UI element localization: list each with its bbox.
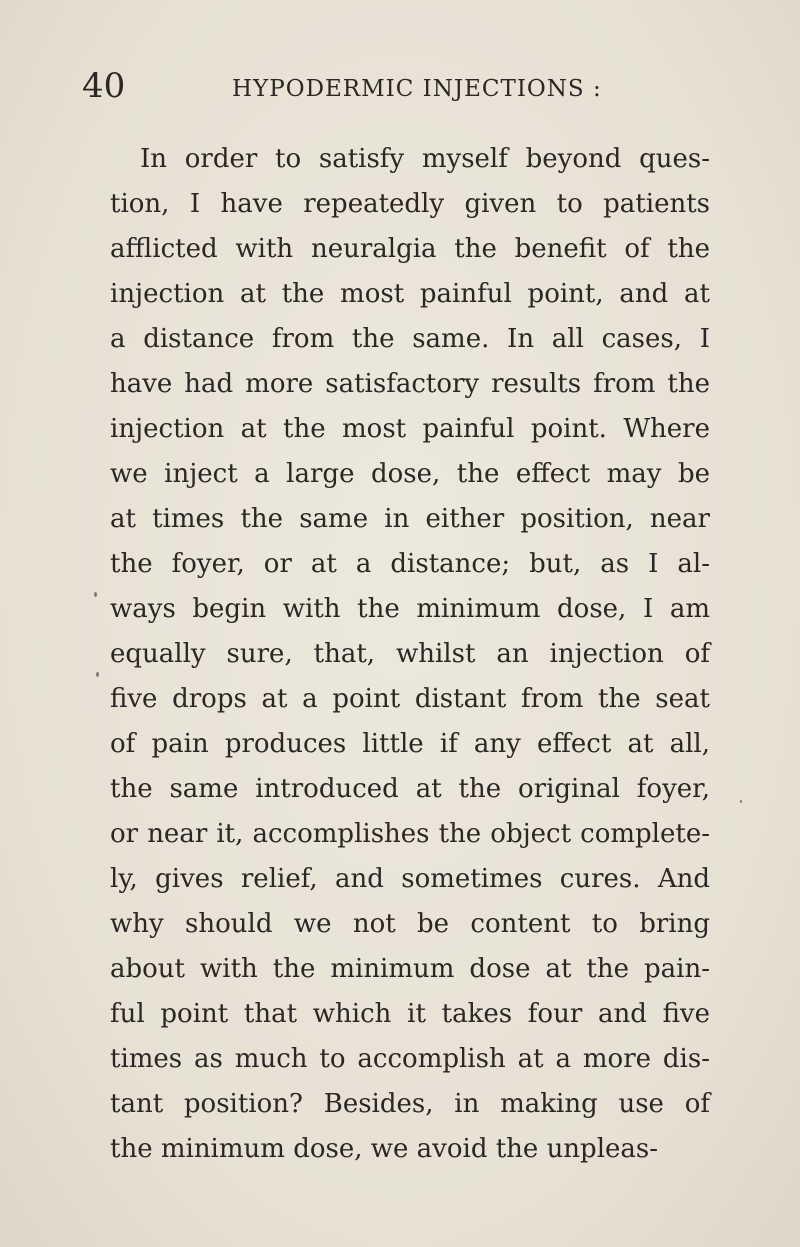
text-line: ways begin with the minimum dose, I am — [110, 594, 710, 624]
text-line: five drops at a point distant from the seat — [110, 684, 710, 714]
text-line: equally sure, that, whilst an injection of — [110, 639, 710, 669]
page-number: 40 — [82, 66, 126, 106]
text-line: ful point that which it takes four and five — [110, 999, 710, 1029]
text-line: In order to satisfy myself beyond ques- — [140, 144, 710, 174]
body-paragraph — [110, 137, 710, 1172]
text-line: injection at the most painful point. Where — [110, 414, 710, 444]
text-line: the foyer, or at a distance; but, as I al- — [110, 549, 710, 579]
text-line: the same introduced at the original foyer, — [110, 774, 710, 804]
paper-speck — [740, 800, 742, 803]
text-line: injection at the most painful point, and at — [110, 279, 710, 309]
paper-speck — [94, 592, 97, 597]
text-line: tant position? Besides, in making use of — [110, 1089, 710, 1119]
running-title: HYPODERMIC INJECTIONS : — [232, 76, 602, 102]
running-head — [82, 68, 642, 108]
paper-speck — [96, 672, 99, 677]
text-line: or near it, accomplishes the object complete- — [110, 819, 710, 849]
text-line: about with the minimum dose at the pain- — [110, 954, 710, 984]
text-line: a distance from the same. In all cases, I — [110, 324, 710, 354]
text-line: we inject a large dose, the effect may be — [110, 459, 710, 489]
text-line: afflicted with neuralgia the benefit of the — [110, 234, 710, 264]
text-line: of pain produces little if any effect at all, — [110, 729, 710, 759]
text-line: times as much to accomplish at a more dis- — [110, 1044, 710, 1074]
text-line: ly, gives relief, and sometimes cures. And — [110, 864, 710, 894]
text-line: at times the same in either position, near — [110, 504, 710, 534]
text-line: have had more satisfactory results from the — [110, 369, 710, 399]
text-line: tion, I have repeatedly given to patients — [110, 189, 710, 219]
text-line: why should we not be content to bring — [110, 909, 710, 939]
text-line: the minimum dose, we avoid the unpleas- — [110, 1134, 659, 1164]
